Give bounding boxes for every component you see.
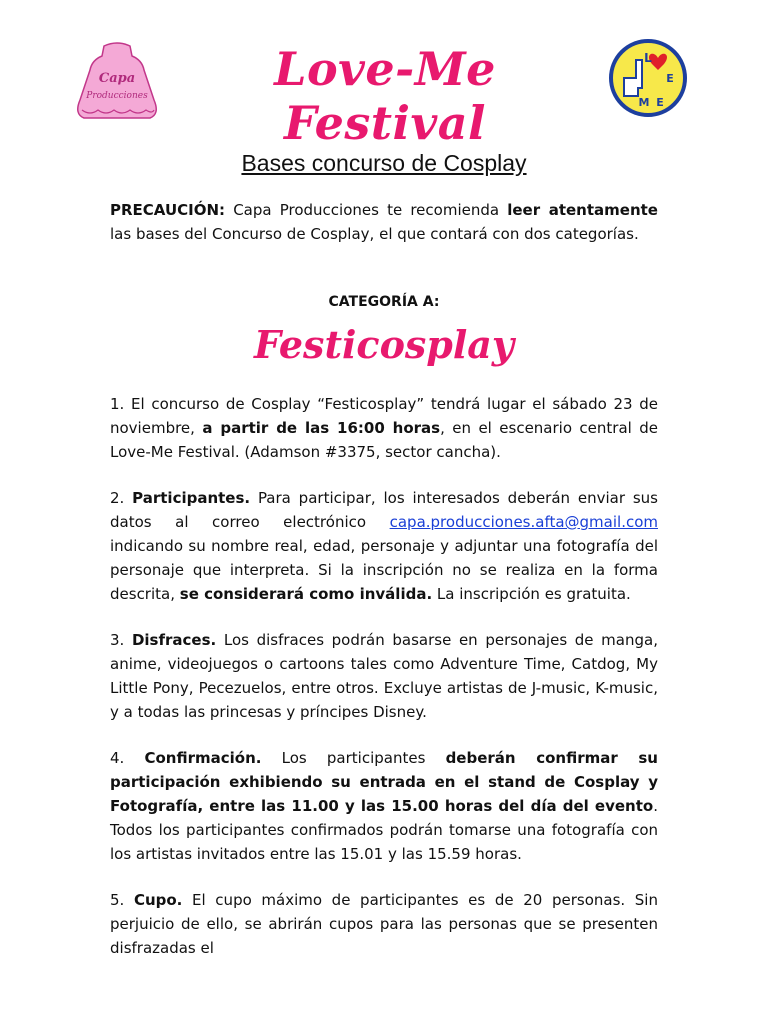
rule-item-4: 4. Confirmación. Los participantes deberán confirmar su participación exhibiendo su entrada en el stand de Cosplay y Fotografía, entre las 11.00 y las 15.00 horas del día del evento. Todos los participantes confirmados podrán tomarse una fotografía con los artistas invitados entre las 15.01 y las 15.59 horas. xyxy=(110,749,658,863)
svg-text:Producciones: Producciones xyxy=(86,91,148,101)
rule-item-2: 2. Participantes. Para participar, los interesados deberán enviar sus datos al correo electrónico capa.producciones.afta@gmail.com indicando su nombre real, edad, personaje y adjuntar una fotografía del personaje que interpreta. Si la inscripción no se realiza en la forma descrita, se considerará como inválida. La inscripción es gratuita. xyxy=(110,489,658,603)
document-body xyxy=(110,198,658,960)
rule-item-5: 5. Cupo. El cupo máximo de participantes es de 20 personas. Sin perjuicio de ello, se abrirán cupos para las personas que se presenten disfrazadas el xyxy=(110,891,658,957)
email-link[interactable]: capa.producciones.afta@gmail.com xyxy=(389,513,658,531)
page-header xyxy=(0,30,768,150)
rule-item-3: 3. Disfraces. Los disfraces podrán basarse en personajes de manga, anime, videojuegos o cartoons tales como Adventure Time, Catdog, My Little Pony, Pecezuelos, entre otros. Excluye artistas de J-music, K-music, y a todas las princesas y príncipes Disney. xyxy=(110,631,658,721)
festival-title: Love-Me Festival xyxy=(274,42,496,150)
category-label: CATEGORÍA A: xyxy=(328,294,440,310)
precaution-label: PRECAUCIÓN: xyxy=(110,201,226,219)
svg-text:L: L xyxy=(644,51,652,65)
rule-item-1: 1. El concurso de Cosplay “Festicosplay” tendrá lugar el sábado 23 de noviembre, a partir de las 16:00 horas, en el escenario central de Love-Me Festival. (Adamson #3375, sector cancha). xyxy=(110,395,658,461)
document-title: Bases concurso de Cosplay xyxy=(241,150,527,176)
love-me-logo xyxy=(608,38,688,118)
capa-producciones-logo xyxy=(70,40,164,124)
svg-text:E: E xyxy=(666,72,674,85)
precaution-paragraph: PRECAUCIÓN: Capa Producciones te recomienda leer atentamente las bases del Concurso de Cosplay, el que contará con dos categorías. xyxy=(110,201,658,243)
svg-text:E: E xyxy=(656,96,664,109)
svg-text:Capa: Capa xyxy=(98,71,136,86)
category-name: Festicosplay xyxy=(253,322,515,367)
svg-text:M: M xyxy=(638,96,650,109)
